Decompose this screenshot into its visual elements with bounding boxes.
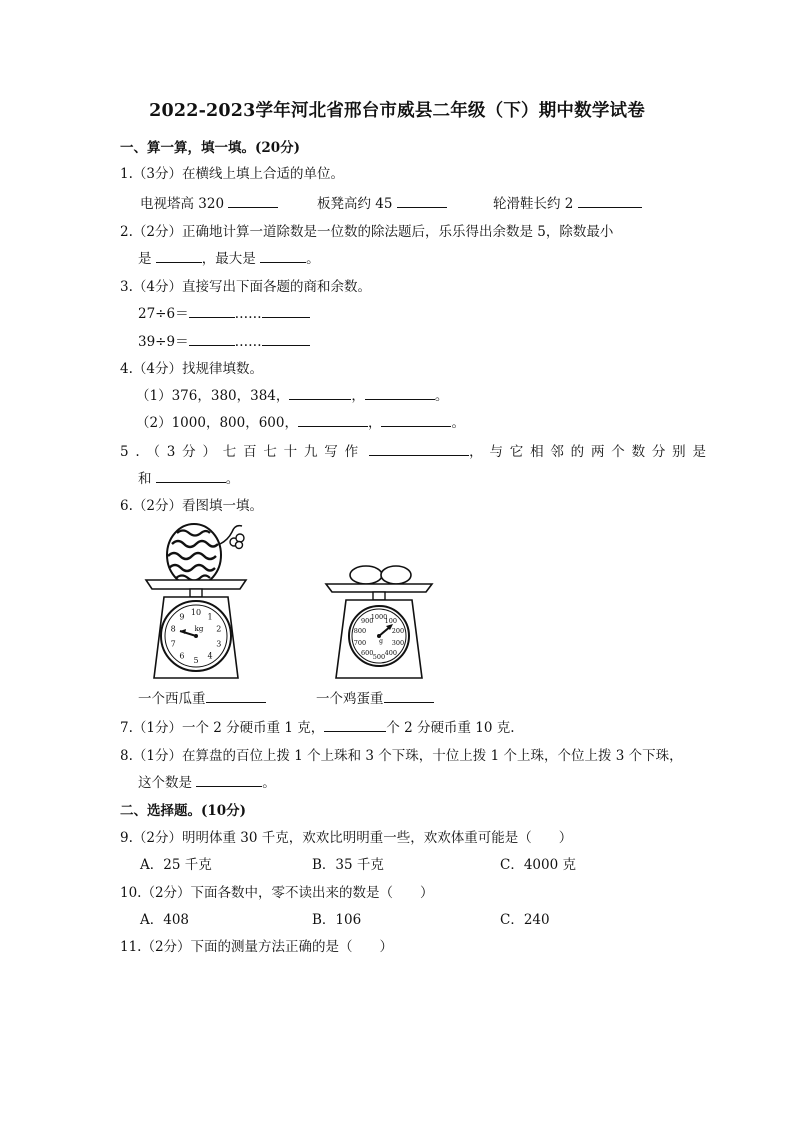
gram-dial-number-2: 200 (391, 626, 405, 635)
q1-item-c-label: 轮滑鞋长约 2 (493, 196, 574, 212)
question-9-stem: 9.（2分）明明体重 30 千克，欢欢比明明重一些，欢欢体重可能是（ ） (120, 830, 573, 846)
section-heading-1: 一、算一算，填一填。(20分) (120, 140, 301, 156)
answer-blank[interactable] (156, 248, 202, 263)
q4-sequence: （2）1000，800，600， (136, 415, 298, 431)
gram-dial-number-1: 100 (384, 616, 398, 625)
q1-item-a-label: 电视塔高 320 (140, 196, 225, 212)
question-3-expr-1 (138, 302, 310, 322)
answer-blank[interactable] (228, 193, 278, 208)
q3-dots: …… (234, 306, 262, 322)
answer-blank[interactable] (289, 385, 351, 400)
question-6-stem: 6.（2分）看图填一填。 (120, 498, 263, 514)
question-7 (120, 716, 515, 736)
question-10-option-c[interactable]: C．240 (500, 912, 550, 928)
question-2-line-1: 2.（2分）正确地计算一道除数是一位数的除法题后，乐乐得出余数是 5，除数最小 (120, 224, 614, 240)
q4-comma: ， (367, 415, 382, 431)
q1-item-b-label: 板凳高约 45 (317, 196, 393, 212)
answer-blank[interactable] (369, 441, 469, 456)
question-2-line-2 (138, 247, 320, 267)
answer-blank[interactable] (156, 468, 226, 483)
q4-end: 。 (434, 388, 449, 404)
question-5-line-2 (138, 467, 239, 487)
answer-blank[interactable] (381, 412, 451, 427)
answer-blank[interactable] (365, 385, 435, 400)
question-8-line-1: 8.（1分）在算盘的百位上拨 1 个上珠和 3 个下珠，十位上拨 1 个上珠，个位上拨 3 个下珠， (120, 748, 683, 764)
question-5-line-1 (120, 440, 713, 460)
answer-blank[interactable] (206, 688, 266, 703)
section-heading-2: 二、选择题。(10分) (120, 803, 247, 819)
gram-dial-number-5: 500 (372, 653, 386, 661)
scales-figure (120, 518, 680, 714)
q8-text: 这个数是 (138, 775, 192, 791)
gram-dial-number-9: 900 (360, 616, 374, 625)
question-4-stem: 4.（4分）找规律填数。 (120, 361, 263, 377)
q7-text-a: 7.（1分）一个 2 分硬币重 1 克， (120, 720, 325, 736)
q2-prefix: 是 (138, 251, 152, 267)
kg-dial-number-8: 8 (170, 624, 176, 634)
question-3-stem: 3.（4分）直接写出下面各题的商和余数。 (120, 279, 371, 295)
watermelon-weight-caption (138, 687, 266, 707)
question-9-option-b[interactable]: B．35 千克 (312, 857, 384, 873)
q4-comma: ， (351, 388, 365, 404)
question-1-item-c (493, 192, 642, 212)
kg-dial-number-6: 6 (179, 651, 185, 661)
q4-end: 。 (451, 415, 465, 431)
answer-blank[interactable] (262, 303, 310, 318)
gram-dial-number-6: 600 (360, 649, 374, 658)
kg-dial-number-1: 1 (207, 612, 213, 622)
question-10-option-a[interactable]: A．408 (140, 912, 190, 928)
kg-dial-number-7: 7 (170, 639, 176, 649)
gram-dial-number-3: 300 (391, 639, 405, 648)
watermelon-scale (146, 524, 246, 678)
scales-illustration (120, 518, 680, 714)
question-8-line-2 (138, 771, 276, 791)
eggs-icon (350, 566, 411, 584)
question-9-option-a[interactable]: A．25 千克 (140, 857, 212, 873)
q3-dots: …… (234, 334, 262, 350)
question-10-option-b[interactable]: B．106 (312, 912, 362, 928)
q2-end: 。 (306, 251, 320, 267)
answer-blank[interactable] (384, 688, 434, 703)
q5-text-a: 5.（3分）七百七十九写作 (120, 444, 365, 460)
answer-blank[interactable] (196, 772, 262, 787)
gram-dial-number-4: 400 (384, 649, 398, 658)
answer-blank[interactable] (298, 412, 368, 427)
question-4-part-1 (136, 384, 448, 404)
q3-expression: 39÷9＝ (138, 334, 189, 350)
gram-dial-number-8: 800 (353, 626, 367, 635)
watermelon-icon (167, 524, 244, 586)
answer-blank[interactable] (260, 248, 306, 263)
q5-end: 。 (225, 471, 240, 487)
question-9-option-c[interactable]: C．4000 克 (500, 857, 576, 873)
answer-blank[interactable] (189, 303, 235, 318)
kg-dial-number-9: 9 (179, 612, 185, 622)
kg-dial-number-4: 4 (207, 651, 213, 661)
q5-text-b: ，与它相邻的两个数分别是 (469, 444, 713, 460)
q3-expression: 27÷6＝ (138, 306, 189, 322)
answer-blank[interactable] (578, 193, 642, 208)
kg-dial-number-2: 2 (216, 624, 222, 634)
q5-and: 和 (138, 471, 152, 487)
q7-text-b: 个 2 分硬币重 10 克. (386, 720, 515, 736)
answer-blank[interactable] (324, 717, 386, 732)
question-4-part-2 (136, 411, 465, 431)
question-10-stem: 10.（2分）下面各数中，零不读出来的数是（ ） (120, 885, 434, 901)
answer-blank[interactable] (189, 331, 235, 346)
egg-caption-text: 一个鸡蛋重 (316, 691, 384, 707)
question-1-item-a (140, 192, 278, 212)
kg-unit-label: kg (194, 625, 204, 633)
kg-dial-number-3: 3 (216, 639, 222, 649)
q2-middle: ，最大是 (201, 251, 256, 267)
kg-dial-number-0: 10 (190, 608, 202, 617)
question-1-stem: 1.（3分）在横线上填上合适的单位。 (120, 166, 344, 182)
answer-blank[interactable] (397, 193, 447, 208)
q8-end: 。 (262, 775, 276, 791)
question-11-stem: 11.（2分）下面的测量方法正确的是（ ） (120, 939, 394, 955)
question-3-expr-2 (138, 330, 310, 350)
q4-sequence: （1）376，380，384， (136, 388, 290, 404)
gram-dial-number-7: 700 (353, 639, 367, 648)
egg-scale (326, 566, 432, 678)
kg-dial-number-5: 5 (193, 656, 199, 665)
egg-weight-caption (316, 687, 434, 707)
gram-dial-number-0: 1000 (370, 613, 388, 621)
watermelon-caption-text: 一个西瓜重 (138, 691, 206, 707)
question-1-item-b (317, 192, 447, 212)
answer-blank[interactable] (262, 331, 310, 346)
gram-unit-label: g (379, 638, 383, 645)
page-title: 2022-2023学年河北省邢台市威县二年级（下）期中数学试卷 (149, 101, 645, 121)
